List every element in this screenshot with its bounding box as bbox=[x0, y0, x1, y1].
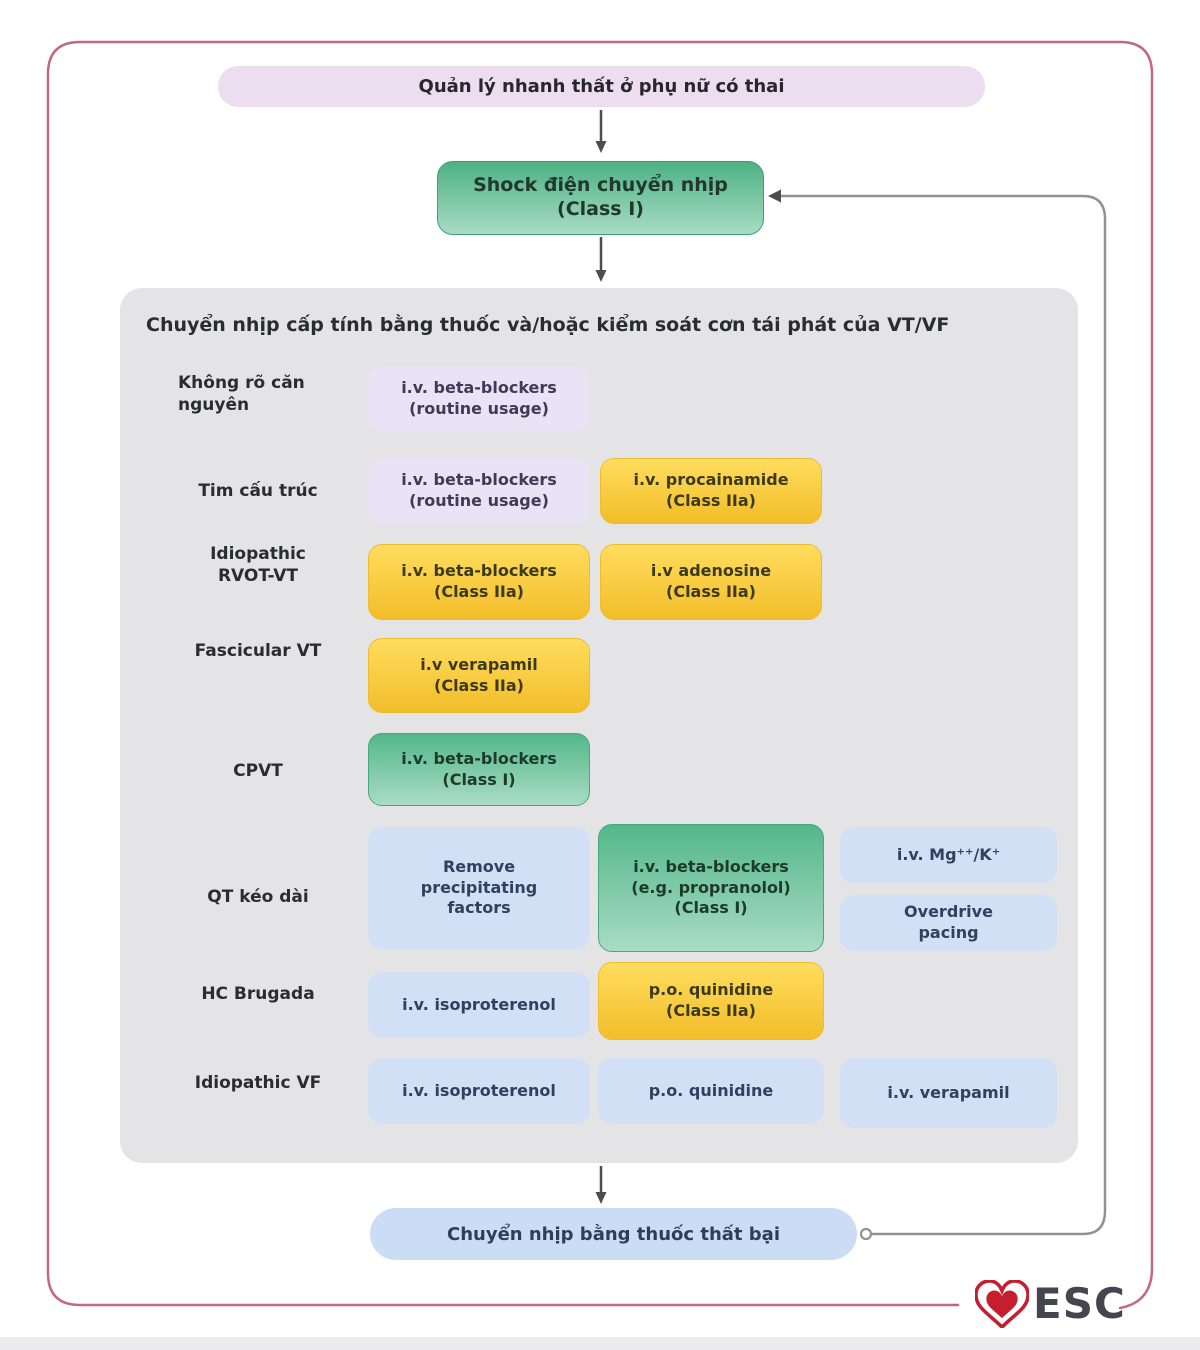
treatment-line: i.v. beta-blockers bbox=[401, 561, 557, 581]
treatment-box-verapamil-iia bbox=[368, 638, 590, 713]
treatment-line: i.v. Mg⁺⁺/K⁺ bbox=[896, 844, 1001, 864]
treatment-box-betablockers-iia bbox=[368, 544, 590, 620]
bottom-gray-strip bbox=[0, 1337, 1200, 1350]
row-label-unknown-etiology: Không rõ căn nguyên bbox=[178, 373, 305, 416]
treatment-subline: (routine usage) bbox=[409, 491, 549, 510]
treatment-line: p.o. quinidine bbox=[648, 1080, 774, 1100]
treatment-line: i.v. beta-blockers bbox=[401, 378, 557, 398]
esc-logo-text: ESC bbox=[1033, 1279, 1126, 1328]
treatment-box-procainamide bbox=[600, 458, 822, 524]
treatment-line: i.v. procainamide bbox=[633, 470, 789, 490]
treatment-box-quinidine bbox=[598, 1058, 824, 1124]
treatment-subline: (Class IIa) bbox=[666, 1001, 756, 1020]
main-title bbox=[218, 66, 985, 107]
treatment-box-remove-factors bbox=[368, 827, 590, 949]
treatment-box-mg-k bbox=[840, 827, 1057, 883]
row-label-brugada: HC Brugada bbox=[201, 984, 315, 1004]
treatment-subline: (e.g. propranolol) bbox=[631, 877, 791, 897]
treatment-subline: (Class I) bbox=[442, 769, 516, 789]
treatment-subline: (Class IIa) bbox=[434, 582, 524, 601]
shock-box-line2: (Class I) bbox=[557, 198, 644, 220]
treatment-box-isoproterenol bbox=[368, 1058, 590, 1124]
treatment-box-betablockers-routine bbox=[368, 367, 590, 431]
shock-box-line1: Shock điện chuyển nhịp bbox=[473, 174, 728, 197]
treatment-line: i.v. verapamil bbox=[887, 1082, 1010, 1102]
row-label-cpvt: CPVT bbox=[233, 761, 283, 781]
treatment-box-betablockers-class1 bbox=[368, 733, 590, 806]
row-label-long-qt: QT kéo dài bbox=[207, 887, 309, 907]
treatment-subline: (Class IIa) bbox=[434, 675, 524, 695]
failure-box-text: Chuyển nhịp bằng thuốc thất bại bbox=[447, 1223, 780, 1245]
treatment-box-verapamil bbox=[840, 1058, 1057, 1128]
main-title-text: Quản lý nhanh thất ở phụ nữ có thai bbox=[418, 76, 785, 97]
treatment-subline: (Class IIa) bbox=[666, 491, 756, 510]
treatment-line: i.v. beta-blockers bbox=[401, 748, 557, 768]
esc-heart-icon bbox=[975, 1280, 1029, 1328]
panel-title: Chuyển nhịp cấp tính bằng thuốc và/hoặc kiểm soát cơn tái phát của VT/VF bbox=[146, 314, 950, 336]
treatment-line: i.v. isoproterenol bbox=[402, 1080, 556, 1100]
treatment-line: p.o. quinidine bbox=[648, 980, 774, 1000]
treatment-box-betablockers-routine bbox=[368, 458, 590, 524]
drug-conversion-failed-box bbox=[370, 1208, 857, 1260]
row-label-idiopathic-vf: Idiopathic VF bbox=[194, 1073, 322, 1093]
esc-logo bbox=[975, 1280, 1126, 1328]
row-label-fascicular-vt: Fascicular VT bbox=[194, 641, 322, 661]
treatment-line: i.v verapamil bbox=[420, 654, 538, 674]
loop-start-connector bbox=[861, 1229, 871, 1239]
treatment-box-isoproterenol bbox=[368, 972, 590, 1038]
shock-cardioversion-box bbox=[437, 161, 764, 235]
treatment-box-overdrive-pacing bbox=[840, 895, 1057, 951]
row-label-idiopathic-rvot-vt: Idiopathic RVOT-VT bbox=[210, 544, 306, 587]
row-label-structural-heart: Tim cấu trúc bbox=[198, 481, 318, 501]
treatment-line: i.v. isoproterenol bbox=[402, 994, 556, 1014]
treatment-subline: (Class IIa) bbox=[666, 582, 756, 601]
treatment-subline2: (Class I) bbox=[674, 898, 748, 918]
treatment-line: Overdrive pacing bbox=[904, 902, 993, 942]
treatment-subline: (routine usage) bbox=[409, 399, 549, 418]
treatment-line: Remove precipitating factors bbox=[420, 856, 538, 918]
treatment-line: i.v. beta-blockers bbox=[633, 856, 789, 876]
treatment-box-quinidine-iia bbox=[598, 962, 824, 1040]
treatment-line: i.v. beta-blockers bbox=[401, 470, 557, 490]
treatment-box-betablockers-propranolol bbox=[598, 824, 824, 952]
treatment-box-adenosine bbox=[600, 544, 822, 620]
treatment-line: i.v adenosine bbox=[650, 561, 772, 581]
